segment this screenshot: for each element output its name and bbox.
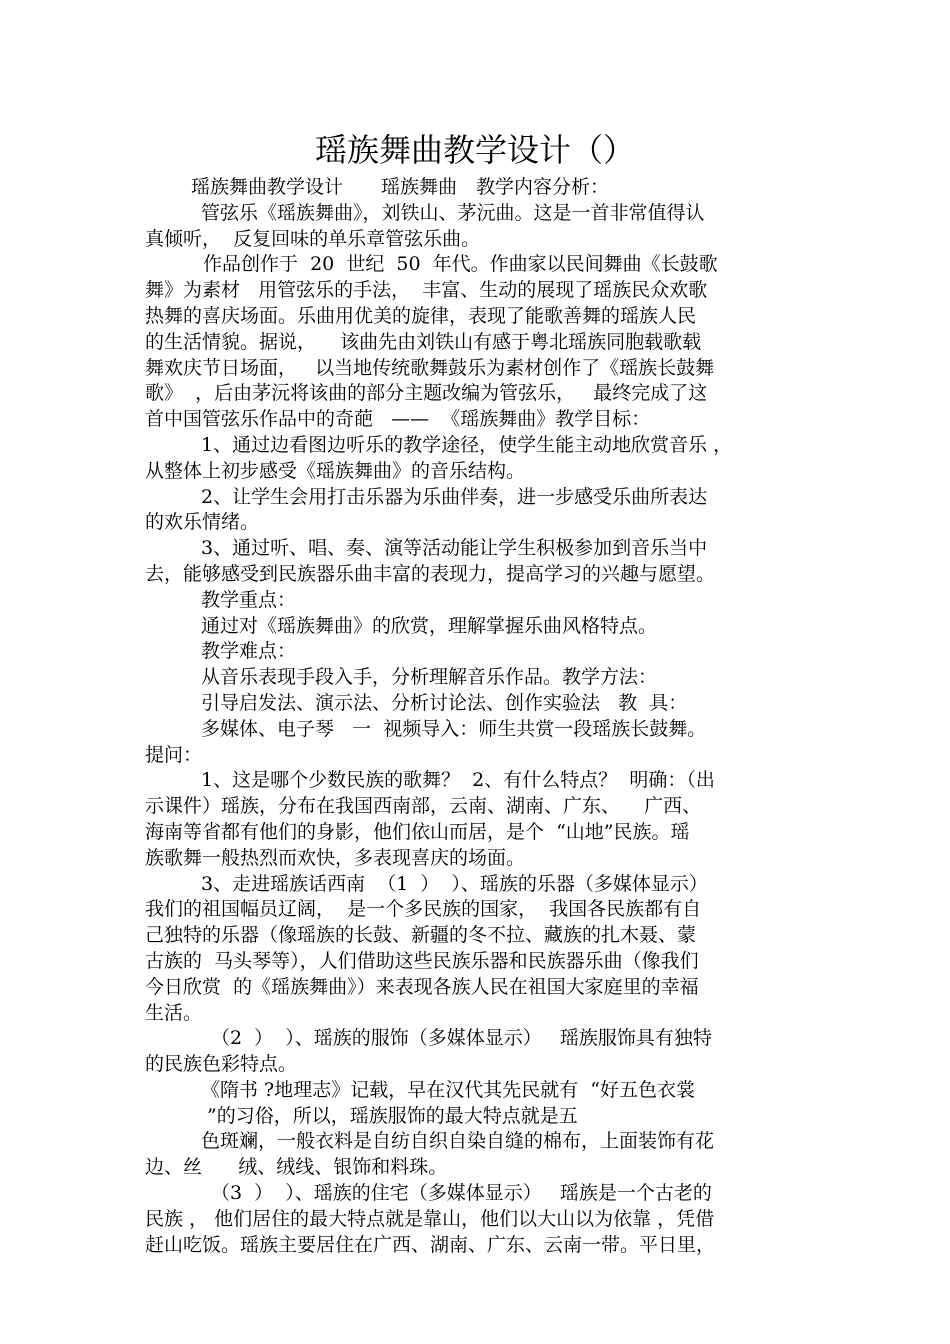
- text-line: 舞》为素材 用管弦乐的手法， 丰富、生动的展现了瑶族民众欢歌: [145, 279, 708, 302]
- document-body: [145, 175, 810, 1258]
- text-line: 从整体上初步感受《瑶族舞曲》的音乐结构。: [145, 459, 526, 482]
- text-line: 教学难点：: [201, 640, 297, 663]
- text-line: 从音乐表现手段入手，分析理解音乐作品。教学方法：: [201, 666, 658, 689]
- text-line: 真倾听， 反复回味的单乐章管弦乐曲。: [145, 227, 481, 250]
- text-line: 3、走进瑶族话西南 （1 ） ）、瑶族的乐器（多媒体显示）: [201, 872, 708, 895]
- text-line: 的生活情貌。据说， 该曲先由刘铁山有感于粤北瑶族同胞载歌载: [145, 330, 702, 353]
- text-line: 生活。: [145, 1001, 203, 1024]
- text-line: 海南等省都有他们的身影，他们依山而居，是个 “山地”民族。瑶: [145, 820, 690, 843]
- document-title: 瑶族舞曲教学设计（）: [314, 131, 635, 169]
- text-line: 提问：: [145, 743, 203, 766]
- text-line: 引导启发法、演示法、分析讨论法、创作实验法 教 具：: [201, 691, 688, 714]
- text-line: 3、通过听、唱、奏、演等活动能让学生积极参加到音乐当中: [201, 537, 708, 560]
- text-line: 多媒体、电子琴 一 视频导入：师生共赏一段瑶族长鼓舞。: [201, 717, 707, 740]
- text-line: 1、这是哪个少数民族的歌舞？ 2、有什么特点？ 明确：（出: [201, 769, 715, 792]
- text-line: 古族的 马头琴等），人们借助这些民族乐器和民族器乐曲（像我们: [145, 949, 699, 972]
- text-line: 去，能够感受到民族器乐曲丰富的表现力，提高学习的兴趣与愿望。: [145, 562, 716, 585]
- text-line: 管弦乐《瑶族舞曲》，刘铁山、茅沅曲。这是一首非常值得认: [201, 201, 705, 224]
- text-line: 族歌舞一般热烈而欢快，多表现喜庆的场面。: [145, 846, 526, 869]
- text-line: 2、让学生会用打击乐器为乐曲伴奏，进一步感受乐曲所表达: [201, 485, 708, 508]
- text-line: 歌》 ，后由茅沅将该曲的部分主题改编为管弦乐， 最终完成了这: [145, 382, 708, 405]
- text-line: 我们的祖国幅员辽阔， 是一个多民族的国家， 我国各民族都有自: [145, 898, 702, 921]
- text-line: 教学重点：: [201, 588, 297, 611]
- text-line: 作品创作于 20 世纪 50 年代。作曲家以民间舞曲《长鼓歌: [203, 253, 718, 276]
- text-line: 1、通过边看图边听乐的教学途径，使学生能主动地欣赏音乐 ，: [201, 433, 733, 456]
- text-line: （2 ） ）、瑶族的服饰（多媒体显示） 瑶族服饰具有独特: [211, 1027, 712, 1050]
- text-line: 边、丝 绒、绒线、银饰和料珠。: [145, 1156, 448, 1179]
- text-line: 热舞的喜庆场面。乐曲用优美的旋律，表现了能歌善舞的瑶族人民: [145, 304, 697, 327]
- text-line: 《隋书 ?地理志》记载，早在汉代其先民就有 “好五色衣裳: [201, 1078, 696, 1101]
- text-line: 首中国管弦乐作品中的奇葩 —— 《瑶族舞曲》教学目标：: [145, 408, 651, 431]
- text-line: ”的习俗，所以，瑶族服饰的最大特点就是五: [201, 1104, 578, 1127]
- text-line: 通过对《瑶族舞曲》的欣赏，理解掌握乐曲风格特点。: [201, 614, 658, 637]
- text-line: 民族 ， 他们居住的最大特点就是靠山，他们以大山以为依靠 ，凭借: [145, 1207, 715, 1230]
- text-line: 赶山吃饭。瑶族主要居住在广西、湖南、广东、云南一带。平日里，: [145, 1233, 716, 1256]
- text-line: 舞欢庆节日场面， 以当地传统歌舞鼓乐为素材创作了《瑶族长鼓舞: [145, 356, 715, 379]
- text-line: 色斑斓，一般衣料是自纺自织自染自缝的棉布，上面装饰有花: [201, 1130, 715, 1153]
- text-line: 的欢乐情绪。: [145, 511, 260, 534]
- text-line: 瑶族舞曲教学设计 瑶族舞曲 教学内容分析：: [191, 176, 610, 198]
- text-line: 示课件）瑶族，分布在我国西南部，云南、湖南、广东、 广西、: [145, 795, 702, 818]
- text-line: 今日欣赏 的《瑶族舞曲》）来表现各族人民在祖国大家庭里的幸福: [145, 975, 699, 998]
- text-line: 己独特的乐器（像瑶族的长鼓、新疆的冬不拉、藏族的扎木聂、蒙: [145, 924, 697, 947]
- text-line: 的民族色彩特点。: [145, 1053, 298, 1076]
- text-line: （3 ） ）、瑶族的住宅（多媒体显示） 瑶族是一个古老的: [211, 1182, 712, 1205]
